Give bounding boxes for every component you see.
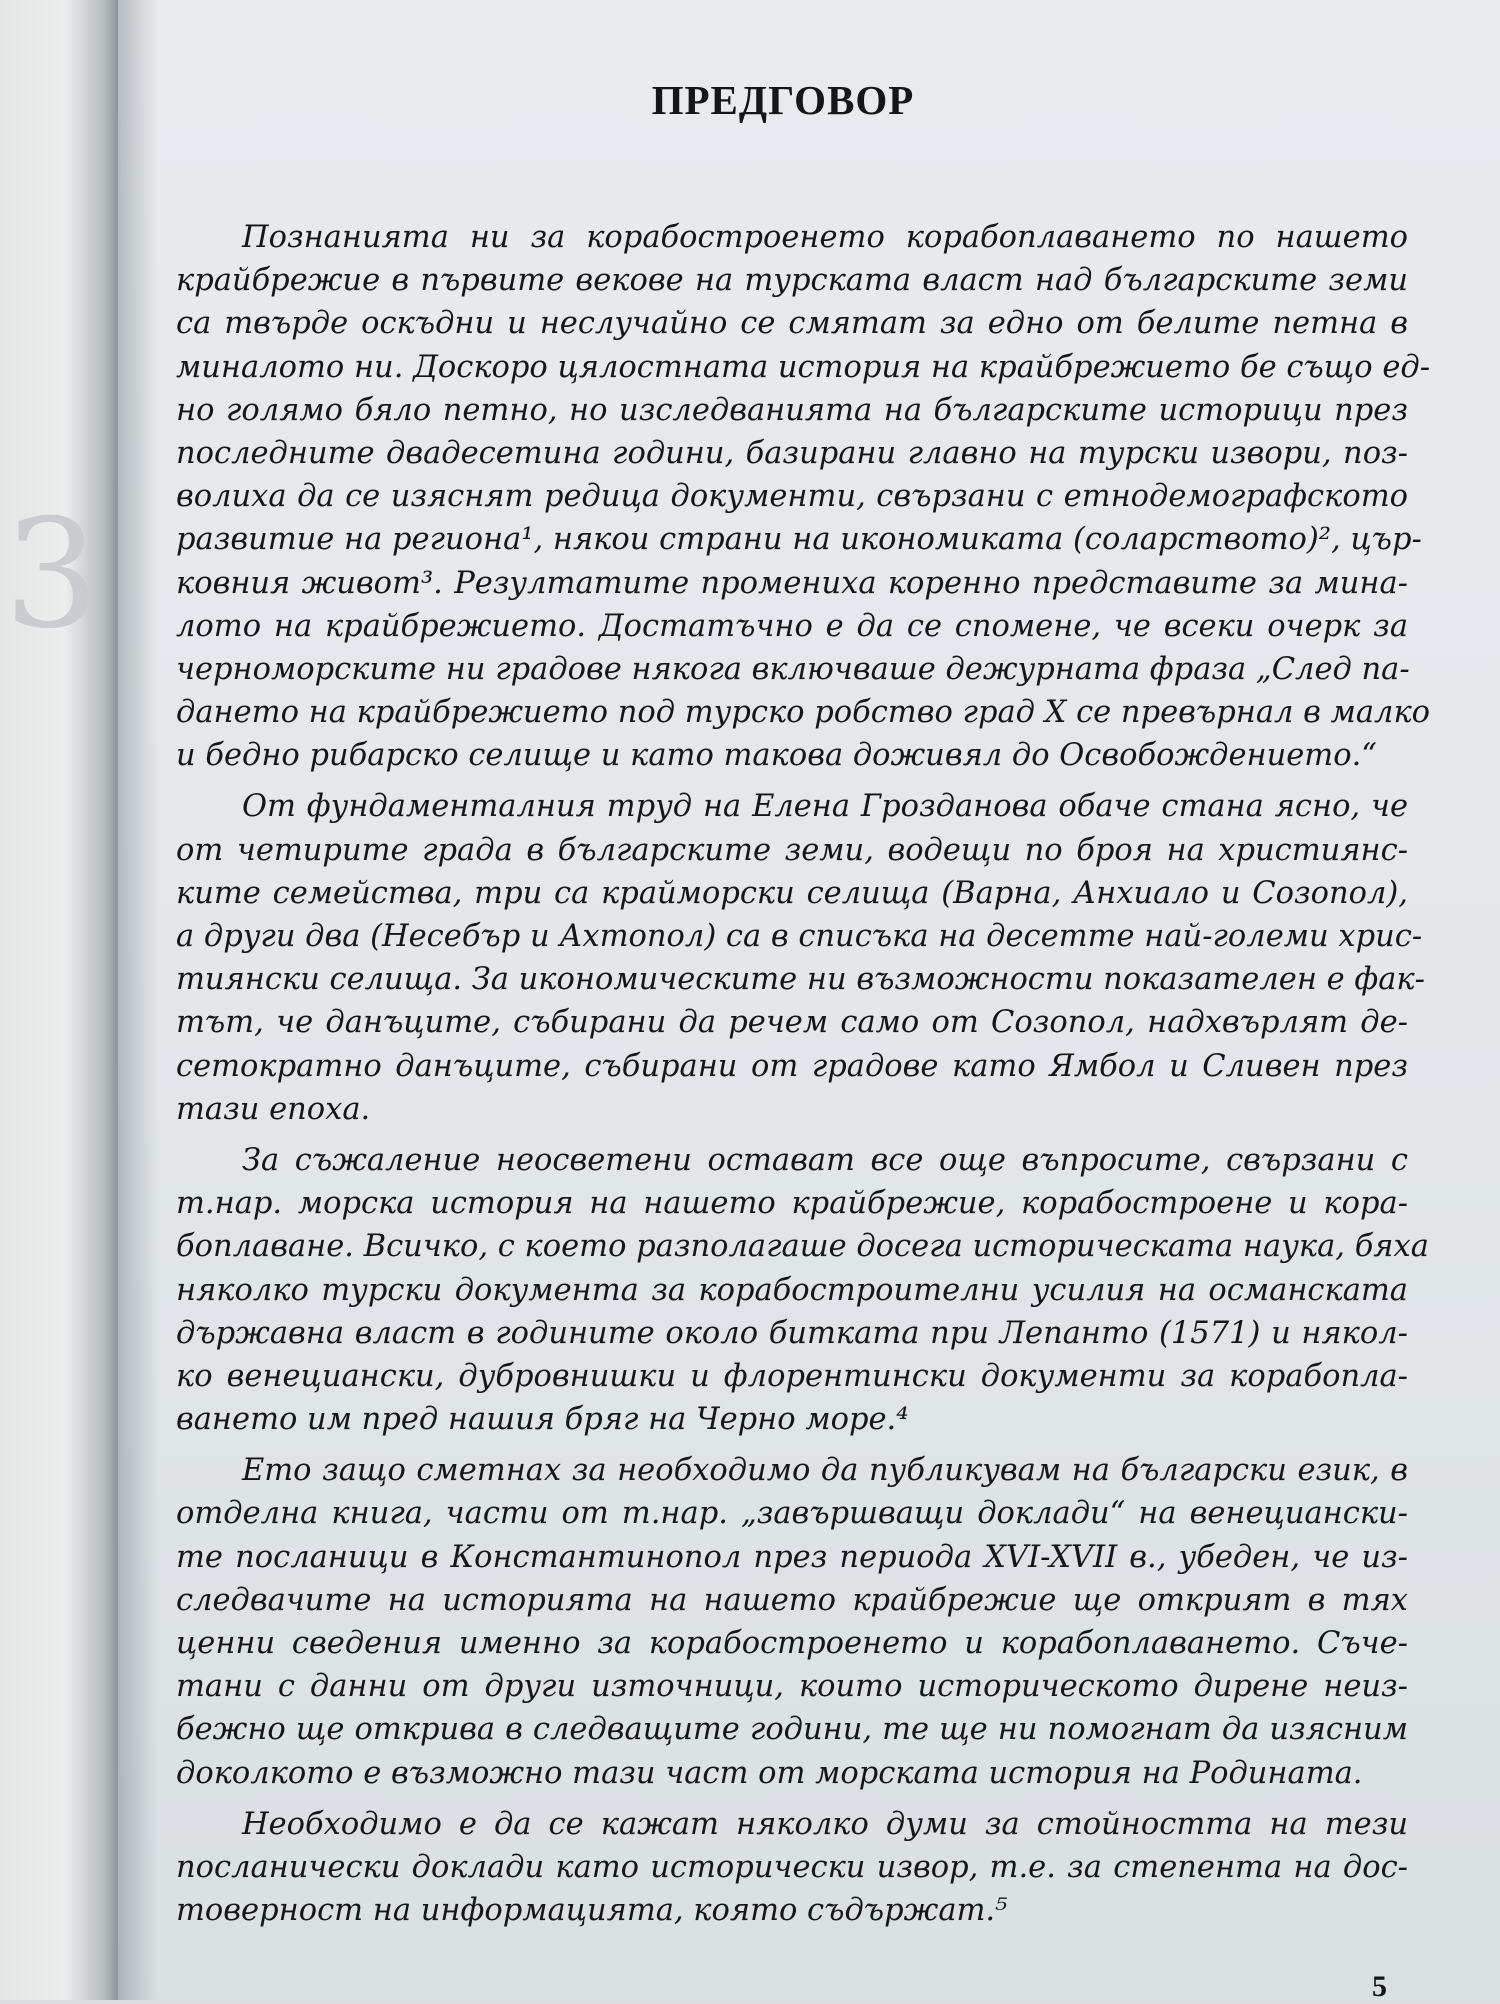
text-line: посланически доклади като исторически извор, т.е. за степента на дос- (176, 1849, 1408, 1885)
text-line: те посланици в Константинопол през периода XVI-XVII в., убеден, че из- (176, 1539, 1408, 1575)
body-text (176, 216, 1431, 1932)
text-line: ковния живот³. Резултатите промениха коренно представите за мина- (176, 565, 1408, 601)
text-line: Познанията ни за корабостроенето корабоплаването по нашето (242, 220, 1408, 255)
text-line: крайбрежие в първите векове на турската власт над българските земи (176, 263, 1408, 299)
text-line: а други два (Несебър и Ахтопол) са в списъка на десетте най-големи хрис- (176, 919, 1423, 954)
text-line: лото на крайбрежието. Достатъчно е да се спомене, че всеки очерк за (176, 608, 1408, 644)
text-line: ването им пред нашия бряг на Черно море.⁴ (176, 1402, 909, 1438)
text-line: и бедно рибарско селище и като такова доживял до Освобождението.“ (176, 738, 1377, 774)
text-line: няколко турски документа за корабостроителни усилия на османската (176, 1272, 1408, 1308)
text-line: развитие на региона¹, някои страни на икономиката (соларството)², цър- (176, 522, 1422, 558)
text-line: следвачите на историята на нашето крайбрежие ще открият в тях (176, 1582, 1408, 1618)
page-title: ПРЕДГОВОР (651, 77, 915, 123)
text-line: отделна книга, части от т.нар. „завършващи доклади“ на венециански- (176, 1496, 1408, 1532)
text-line: сетократно данъците, събирани от градове като Ямбол и Сливен през (176, 1048, 1408, 1084)
text-line: тази епоха. (176, 1091, 371, 1127)
page-number: 5 (1372, 1970, 1387, 2003)
adjacent-page-number: 3 (4, 488, 100, 662)
book-page (118, 0, 1500, 2003)
text-line: боплаване. Всичко, с което разполагаше досега историческата наука, бяха (176, 1229, 1429, 1265)
text-line: волиха да се изяснят редица документи, свързани с етнодемографското (176, 479, 1408, 515)
text-line: ко венециански, дубровнишки и флорентински документи за корабопла- (176, 1358, 1408, 1394)
text-line: от четирите града в българските земи, водещи по броя на християнс- (176, 832, 1408, 868)
text-line: т.нар. морска история на нашето крайбрежие, корабостроене и кора- (176, 1186, 1408, 1222)
text-line: черноморските ни градове някога включваше дежурната фраза „След па- (176, 651, 1410, 687)
text-line: ценни сведения именно за корабостроенето и корабоплаването. Съче- (176, 1626, 1408, 1661)
text-line: миналото ни. Доскоро цялостната история на крайбрежието бе също ед- (176, 349, 1430, 385)
text-line: тани с данни от други източници, които историческото дирене неиз- (176, 1669, 1408, 1705)
text-line: ките семейства, три са крайморски селища (Варна, Анхиало и Созопол), (176, 875, 1408, 911)
text-line: От фундаменталния труд на Елена Грозданова обаче стана ясно, че (242, 789, 1408, 825)
text-line: дането на крайбрежието под турско робство град Х се превърнал в малко (176, 695, 1431, 731)
text-line: тиянски селища. За икономическите ни възможности показателен е фак- (176, 962, 1425, 998)
text-line: товерност на информацията, която съдържат.⁵ (176, 1893, 1008, 1929)
text-line: държавна власт в годините около битката при Лепанто (1571) и някол- (176, 1315, 1408, 1351)
text-line: но голямо бяло петно, но изследванията на българските историци през (176, 392, 1408, 428)
text-line: Ето защо сметнах за необходимо да публикувам на български език, в (242, 1453, 1408, 1489)
text-line: За съжаление неосветени остават все още въпросите, свързани с (242, 1142, 1408, 1178)
binding-edge (0, 0, 118, 2000)
text-line: последните двадесетина години, базирани главно на турски извори, поз- (176, 435, 1408, 471)
text-line: бежно ще открива в следващите години, те ще ни помогнат да изясним (176, 1712, 1408, 1748)
gutter-shadow (118, 0, 158, 2000)
text-line: доколкото е възможно тази част от морската история на Родината. (176, 1755, 1363, 1791)
text-line: Необходимо е да се кажат няколко думи за стойността на тези (242, 1806, 1408, 1842)
text-line: са твърде оскъдни и неслучайно се смятат за едно от белите петна в (176, 306, 1408, 342)
text-line: тът, че данъците, събирани да речем само от Созопол, надхвърлят де- (176, 1005, 1408, 1041)
